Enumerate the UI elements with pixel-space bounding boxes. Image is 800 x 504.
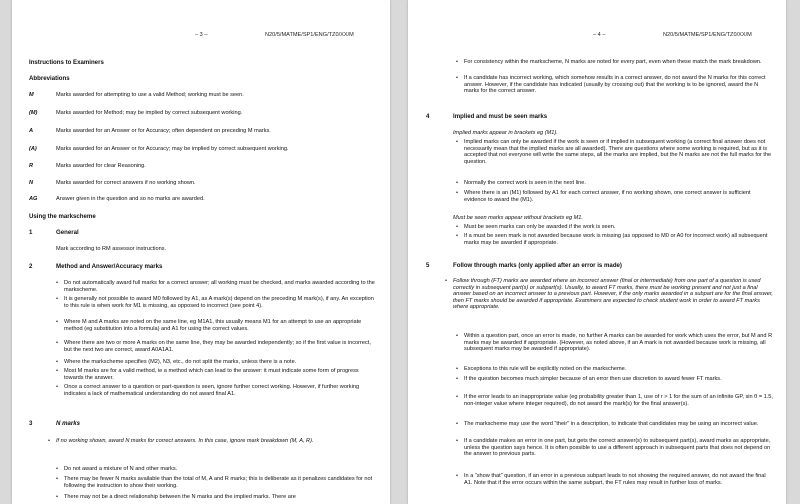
abbrev-text: Marks awarded for attempting to use a valid Method; working must be seen. [56, 92, 244, 98]
abbrev-key: (M) [29, 110, 38, 116]
bullet-item: • It is generally not possible to award M0 followed by A1, as A mark(s) depend on the preceding M mark(s), if any. An exception to this rule is when work for M1 is missing, as opposed to incorrect (see point 4). [64, 296, 376, 309]
abbrev-text: Marks awarded for Method; may be implied by correct subsequent working. [56, 110, 243, 116]
abbrev-key: N [29, 180, 34, 186]
page-4 [408, 0, 786, 504]
section-number: 1 [29, 229, 33, 236]
bullet-item: • Normally the correct work is seen in the next line. [464, 180, 774, 187]
bullet-item: • Within a question part, once an error is made, no further A marks can be awarded for work which uses the error, but M and R marks may be awarded if appropriate. (However, as noted above, if an A mark is not awarded because work is missing, all subsequent marks may be awarded if appropriate). [464, 333, 774, 353]
section-heading: Follow through marks (only applied after an error is made) [453, 262, 622, 269]
section-number: 5 [426, 262, 430, 269]
paragraph: Mark according to RM assessor instructions. [56, 246, 167, 252]
bullet-item: • If a candidate has incorrect working, which somehow results in a correct answer, do not award the N marks for this correct answer. However, if the candidate has indicated (usually by crossing out) that the working is to be ignored, award the N marks for the correct answer. [464, 75, 774, 95]
document-code: N20/5/MATME/SP1/ENG/TZ0/XX/M [663, 32, 752, 38]
paragraph: Implied marks appear in brackets eg (M1). [453, 130, 558, 136]
bullet-item: • There may not be a direct relationship between the N marks and the implied marks. There are [64, 494, 376, 501]
paragraph: Must be seen marks appear without brackets eg M1. [453, 215, 583, 221]
abbrev-text: Marks awarded for an Answer or for Accuracy; often dependent on preceding M marks. [56, 128, 271, 134]
bullet-item: • Do not automatically award full marks for a correct answer; all working must be checked, and marks awarded according to the markscheme. [64, 280, 376, 293]
bullet-item: • Once a correct answer to a question or part-question is seen, ignore further correct working. However, if further working indicates a lack of mathematical understanding do not award final A1. [64, 384, 376, 397]
abbrev-key: A [29, 128, 34, 134]
abbrev-key: AG [29, 196, 38, 202]
section-heading: General [56, 229, 79, 236]
section-title: Instructions to Examiners [29, 59, 104, 66]
abbrev-text: Answer given in the question and so no marks are awarded. [56, 196, 205, 202]
bullet-item: • Implied marks can only be awarded if the work is seen or if implied in subsequent working (a correct final answer does not necessarily mean that the implied marks are all awarded). There are questions where some working is required, but as it is accepted that not everyone will write the same steps, all the marks are implied, but the N marks are not the full marks for the question. [464, 139, 774, 165]
bullet-item: • Do not award a mixture of N and other marks. [64, 466, 376, 473]
abbrev-key: R [29, 163, 34, 169]
section-heading: Method and Answer/Accuracy marks [56, 263, 163, 270]
section-heading: Implied and must be seen marks [453, 113, 548, 120]
bullet-item: • In a “show that” question, if an error in a previous subpart leads to not showing the required answer, do not award the final A1. Note that if the error occurs within the same subpart, the FT rules may result in further loss of marks. [464, 473, 774, 486]
abbrev-text: Marks awarded for an Answer or for Accuracy; may be implied by correct subsequent working. [56, 146, 289, 152]
paragraph: • If no working shown, award N marks for correct answers. In this case, ignore mark breakdown (M, A, R). [56, 438, 376, 445]
bullet-item: • The markscheme may use the word “their” in a description, to indicate that candidates may be using an incorrect value. [464, 421, 774, 428]
section-heading: N marks [56, 420, 81, 427]
bullet-item: • If the question becomes much simpler because of an error then use discretion to award fewer FT marks. [464, 376, 774, 383]
abbrev-key: M [29, 92, 34, 98]
page-number: – 3 – [195, 32, 208, 38]
abbreviations-heading: Abbreviations [29, 75, 70, 82]
section-number: 3 [29, 420, 33, 427]
using-markscheme-heading: Using the markscheme [29, 213, 96, 220]
section-number: 2 [29, 263, 33, 270]
bullet-item: • If a candidate makes an error in one part, but gets the correct answer(s) to subsequent part(s), award marks as appropriate, unless the question says hence. It is often possible to use a different approach in subsequent parts that does not depend on the answer to previous parts. [464, 438, 774, 458]
document-code: N20/5/MATME/SP1/ENG/TZ0/XX/M [265, 32, 354, 38]
abbrev-text: Marks awarded for correct answers if no working shown. [56, 180, 196, 186]
bullet-item: • Exceptions to this rule will be explicitly noted on the markscheme. [464, 366, 774, 373]
bullet-item: • There may be fewer N marks available than the total of M, A and R marks; this is deliberate as it penalizes candidates for not following the instruction to show their working. [64, 476, 376, 489]
bullet-item: • Where the markscheme specifies (M2), N3, etc., do not split the marks, unless there is a note. [64, 359, 376, 366]
bullet-item: • Must be seen marks can only be awarded if the work is seen. [464, 224, 774, 231]
bullet-item: • Where there are two or more A marks on the same line, they may be awarded independently; so if the first value is incorrect, but the next two are correct, award A0A1A1. [64, 340, 376, 353]
abbrev-key: (A) [29, 146, 37, 152]
section-number: 4 [426, 113, 430, 120]
paragraph: • Follow through (FT) marks are awarded where an incorrect answer (final or intermediate) from one part of a question is used correctly in subsequent part(s) or subpart(s). Usually, to award FT marks, there must be working present and not just a final answer based on an incorrect answer to a previous part. However, if the only marks awarded in a subpart are for the final answer, then FT marks should be awarded if appropriate. Examiners are expected to check student work in order to award FT marks where appropriate. [453, 278, 774, 311]
bullet-item: • If a must be seen mark is not awarded because work is missing (as opposed to M0 or A0 for incorrect work) all subsequent marks may be awarded if appropriate. [464, 233, 774, 246]
bullet-item: • Most M marks are for a valid method, ie a method which can lead to the answer: it must indicate some form of progress towards the answer. [64, 368, 376, 381]
bullet-item: • Where there is an (M1) followed by A1 for each correct answer, if no working shown, one correct answer is sufficient evidence to award the (M1). [464, 190, 774, 203]
bullet-item: • For consistency within the markscheme, N marks are noted for every part, even when these match the mark breakdown. [464, 59, 774, 66]
page-3 [12, 0, 390, 504]
page-number: – 4 – [593, 32, 606, 38]
bullet-item: • If the error leads to an inappropriate value (eg probability greater than 1, use of r > 1 for the sum of an infinite GP, sin θ = 1.5, non-integer value where integer required), do not award the mark(s) for the final answer(s). [464, 394, 774, 407]
bullet-item: • Where M and A marks are noted on the same line, eg M1A1, this usually means M1 for an attempt to use an appropriate method (eg substitution into a formula) and A1 for using the correct values. [64, 319, 376, 332]
abbrev-text: Marks awarded for clear Reasoning. [56, 163, 146, 169]
